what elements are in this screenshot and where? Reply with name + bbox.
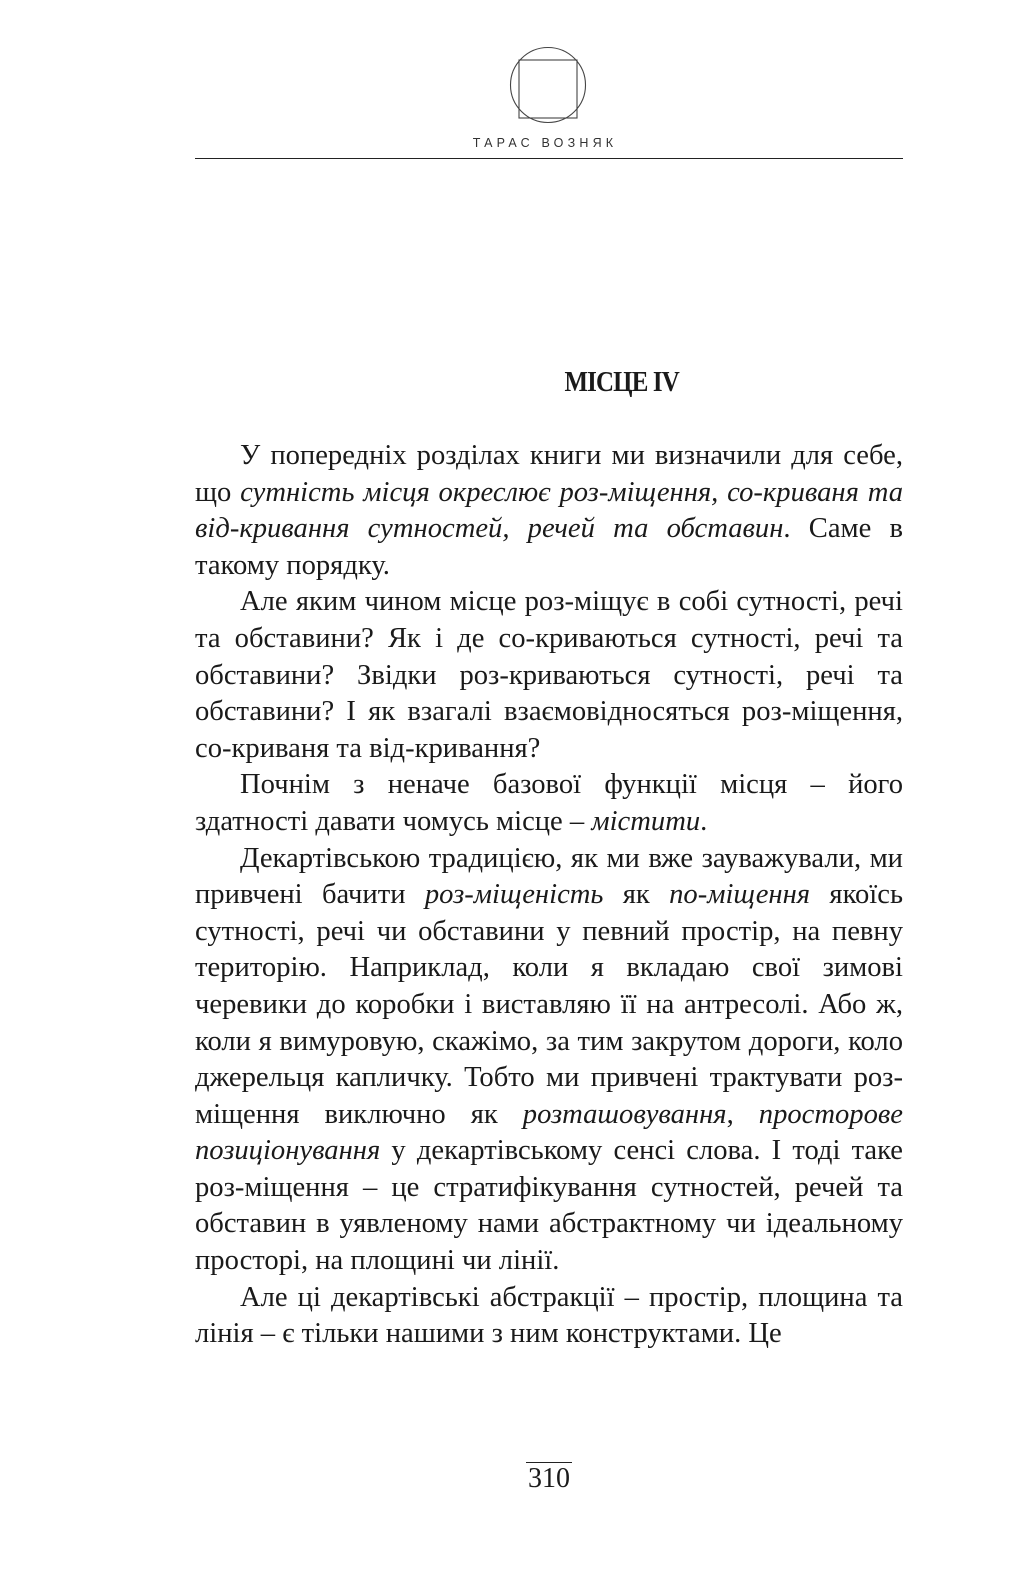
text-run: Але яким чином місце роз-міщує в собі сутності, речі та обставини? Як і де со-криваються сутності, речі та обставини? Звідки роз-криваються сутності, речі та обставини? І як взагалі взаємовідносяться роз-міщення, со-криваня та від-кривання?	[195, 586, 903, 764]
italic-text: по-міщення	[669, 879, 811, 911]
text-run: Декартівською традицією, як ми вже зауважували, ми привчені бачити	[195, 842, 903, 911]
italic-text: містити	[591, 805, 701, 837]
italic-text: сутність місця окреслює роз-міщення, со-криваня та від-кривання сутностей, речей та обставин	[195, 476, 904, 545]
italic-text: роз-міщеність	[424, 879, 604, 911]
page-number	[0, 1463, 1024, 1495]
text-run: якоїсь сутності, речі чи обставини у певний простір, на певну територію. Наприклад, коли я вкладаю свої зимові черевики до коробки і виставляю її на антресолі. Або ж, коли я вимуровую, скажімо, за тим закрутом дороги, коло джерельця капличку. Тобто ми привчені трактувати роз-міщення виключно як	[195, 879, 903, 1130]
body-paragraph	[195, 438, 903, 584]
text-run: У попередніх розділах книги ми визначили для себе, що	[195, 440, 903, 508]
body-paragraph	[195, 1280, 903, 1353]
text-run: ,	[726, 1098, 759, 1130]
page-number-value: 310	[528, 1463, 570, 1494]
body-paragraph	[195, 841, 903, 1280]
italic-text: просторове позиціонування	[195, 1098, 903, 1167]
running-head-author: ТАРАС ВОЗНЯК	[472, 136, 618, 150]
chapter-title: МІСЦЕ IV	[564, 366, 679, 398]
text-run: Почнім з неначе базової функції місця – його здатності давати чомусь місце –	[195, 769, 903, 837]
header-rule	[195, 158, 903, 159]
text-run: .	[700, 805, 708, 837]
body-paragraph	[195, 767, 903, 840]
text-run: у декартівському сенсі слова. І тоді таке роз-міщення – це стратифікування сутностей, речей та обставин в уявленому нами абстрактному чи ідеальному просторі, на площині чи лінії.	[195, 1135, 903, 1277]
text-run: як	[603, 879, 670, 911]
body-paragraph	[195, 584, 903, 767]
body-text	[195, 438, 903, 1353]
text-run: Але ці декартівські абстракції – простір, площина та лінія – є тільки нашими з ним конструктами. Це	[195, 1281, 903, 1350]
italic-text: розташовування	[522, 1098, 727, 1130]
text-run: . Саме в такому порядку.	[195, 513, 903, 581]
circle-square-emblem-icon	[509, 46, 587, 124]
